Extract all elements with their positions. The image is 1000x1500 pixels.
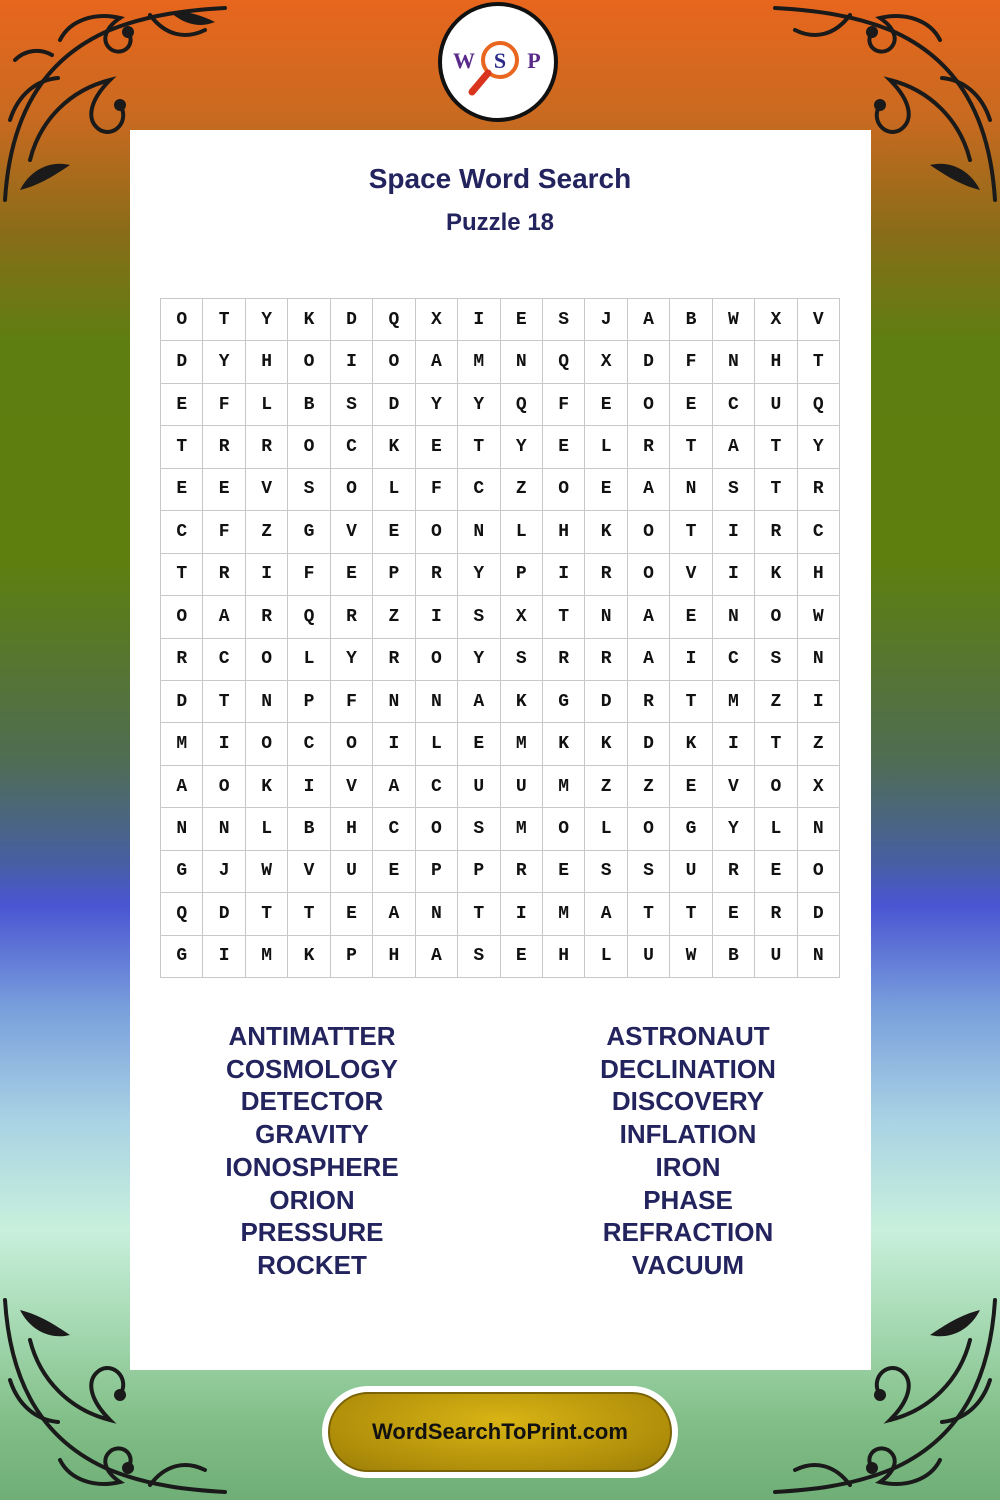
grid-cell[interactable]: I (713, 511, 755, 553)
grid-cell[interactable]: H (373, 936, 415, 978)
grid-cell[interactable]: E (373, 511, 415, 553)
grid-cell[interactable]: O (628, 554, 670, 596)
grid-cell[interactable]: M (161, 723, 203, 765)
grid-cell[interactable]: X (585, 341, 627, 383)
grid-cell[interactable]: E (713, 893, 755, 935)
grid-cell[interactable]: Q (798, 384, 840, 426)
grid-cell[interactable]: V (331, 511, 373, 553)
grid-cell[interactable]: K (543, 723, 585, 765)
grid-cell[interactable]: O (628, 384, 670, 426)
word-list-item: COSMOLOGY (226, 1053, 398, 1084)
letter-grid (160, 298, 840, 978)
grid-cell[interactable]: F (203, 511, 245, 553)
grid-cell[interactable]: O (798, 851, 840, 893)
grid-cell[interactable]: U (458, 766, 500, 808)
grid-cell[interactable]: N (798, 808, 840, 850)
grid-cell[interactable]: R (585, 639, 627, 681)
grid-cell[interactable]: V (331, 766, 373, 808)
grid-cell[interactable]: N (203, 808, 245, 850)
grid-cell[interactable]: A (161, 766, 203, 808)
grid-cell[interactable]: V (288, 851, 330, 893)
grid-cell[interactable]: R (755, 893, 797, 935)
grid-cell[interactable]: S (585, 851, 627, 893)
grid-cell[interactable]: K (755, 554, 797, 596)
grid-cell[interactable]: N (798, 936, 840, 978)
word-list-item: DETECTOR (240, 1086, 384, 1117)
grid-cell[interactable]: O (416, 639, 458, 681)
word-list-item: ORION (269, 1184, 355, 1215)
grid-cell[interactable]: H (246, 341, 288, 383)
grid-cell[interactable]: W (713, 299, 755, 341)
footer-badge[interactable] (322, 1386, 678, 1478)
grid-cell[interactable]: I (458, 299, 500, 341)
grid-cell[interactable]: R (246, 426, 288, 468)
grid-cell[interactable]: A (458, 681, 500, 723)
grid-cell[interactable]: O (331, 469, 373, 511)
grid-cell[interactable]: O (416, 511, 458, 553)
grid-cell[interactable]: F (203, 384, 245, 426)
grid-cell[interactable]: I (416, 596, 458, 638)
logo-letter-s: S (493, 48, 507, 73)
grid-cell[interactable]: T (755, 426, 797, 468)
grid-cell[interactable]: K (288, 299, 330, 341)
grid-cell[interactable]: S (458, 808, 500, 850)
grid-cell[interactable]: N (713, 341, 755, 383)
grid-cell[interactable]: G (161, 936, 203, 978)
grid-cell[interactable]: L (288, 639, 330, 681)
grid-cell[interactable]: T (543, 596, 585, 638)
grid-cell[interactable]: L (501, 511, 543, 553)
grid-cell[interactable]: T (288, 893, 330, 935)
grid-cell[interactable]: S (628, 851, 670, 893)
grid-cell[interactable]: Z (501, 469, 543, 511)
grid-cell[interactable]: T (755, 469, 797, 511)
word-list-item: DISCOVERY (611, 1086, 765, 1117)
grid-cell[interactable]: C (331, 426, 373, 468)
word-list-item: ROCKET (257, 1249, 367, 1280)
grid-cell[interactable]: R (161, 639, 203, 681)
grid-cell[interactable]: P (416, 851, 458, 893)
grid-cell[interactable]: R (628, 681, 670, 723)
grid-cell[interactable]: T (670, 511, 712, 553)
grid-cell[interactable]: C (458, 469, 500, 511)
grid-cell[interactable]: U (755, 936, 797, 978)
grid-cell[interactable]: O (246, 639, 288, 681)
grid-cell[interactable]: A (416, 341, 458, 383)
grid-cell[interactable]: G (288, 511, 330, 553)
grid-cell[interactable]: O (288, 426, 330, 468)
grid-cell[interactable]: J (203, 851, 245, 893)
grid-cell[interactable]: V (798, 299, 840, 341)
grid-cell[interactable]: S (501, 639, 543, 681)
word-list-item: ASTRONAUT (606, 1021, 770, 1051)
grid-cell[interactable]: M (501, 723, 543, 765)
grid-cell[interactable]: V (713, 766, 755, 808)
grid-cell[interactable]: I (713, 554, 755, 596)
grid-cell[interactable]: N (416, 681, 458, 723)
grid-cell[interactable]: T (670, 681, 712, 723)
grid-cell[interactable]: Y (203, 341, 245, 383)
grid-cell[interactable]: A (585, 893, 627, 935)
grid-cell[interactable]: A (373, 893, 415, 935)
page-title: Space Word Search (368, 163, 632, 194)
grid-cell[interactable]: R (203, 426, 245, 468)
grid-cell[interactable]: S (458, 596, 500, 638)
grid-cell[interactable]: F (670, 341, 712, 383)
grid-cell[interactable]: C (798, 511, 840, 553)
grid-cell[interactable]: D (798, 893, 840, 935)
grid-cell[interactable]: C (288, 723, 330, 765)
grid-cell[interactable]: C (203, 639, 245, 681)
grid-cell[interactable]: T (755, 723, 797, 765)
puzzle-number: Puzzle 18 (445, 209, 555, 236)
grid-cell[interactable]: L (246, 384, 288, 426)
word-list-item: PRESSURE (240, 1217, 384, 1248)
grid-cell[interactable]: E (161, 384, 203, 426)
word-list-item: PHASE (643, 1184, 733, 1215)
grid-cell[interactable]: T (670, 426, 712, 468)
grid-cell[interactable]: I (670, 639, 712, 681)
word-list-left (162, 1020, 462, 1282)
grid-cell[interactable]: N (373, 681, 415, 723)
grid-cell[interactable]: Y (713, 808, 755, 850)
grid-cell[interactable]: E (585, 469, 627, 511)
grid-cell[interactable]: A (713, 426, 755, 468)
grid-cell[interactable]: A (628, 596, 670, 638)
grid-cell[interactable]: E (458, 723, 500, 765)
grid-cell[interactable]: G (161, 851, 203, 893)
grid-cell[interactable]: L (755, 808, 797, 850)
grid-cell[interactable]: U (628, 936, 670, 978)
wsp-logo (438, 2, 558, 122)
grid-cell[interactable]: T (161, 426, 203, 468)
grid-cell[interactable]: K (585, 511, 627, 553)
grid-cell[interactable]: G (543, 681, 585, 723)
grid-cell[interactable]: D (628, 723, 670, 765)
grid-cell[interactable]: R (585, 554, 627, 596)
grid-cell[interactable]: T (161, 554, 203, 596)
grid-cell[interactable]: E (501, 299, 543, 341)
grid-cell[interactable]: V (670, 554, 712, 596)
grid-cell[interactable]: K (501, 681, 543, 723)
grid-cell[interactable]: T (203, 681, 245, 723)
grid-cell[interactable]: N (585, 596, 627, 638)
grid-cell[interactable]: B (288, 384, 330, 426)
grid-cell[interactable]: L (416, 723, 458, 765)
grid-cell[interactable]: K (288, 936, 330, 978)
grid-cell[interactable]: K (373, 426, 415, 468)
logo-letter-p: P (527, 48, 541, 73)
grid-cell[interactable]: N (713, 596, 755, 638)
grid-cell[interactable]: S (543, 299, 585, 341)
grid-cell[interactable]: Y (458, 384, 500, 426)
footer-link[interactable]: WordSearchToPrint.com (372, 1419, 628, 1444)
grid-cell[interactable]: A (628, 469, 670, 511)
grid-cell[interactable]: P (373, 554, 415, 596)
logo-letter-w: W (453, 48, 475, 73)
grid-cell[interactable]: N (501, 341, 543, 383)
word-list-item: REFRACTION (602, 1217, 774, 1248)
grid-cell[interactable]: E (670, 596, 712, 638)
grid-cell[interactable]: T (203, 299, 245, 341)
grid-cell[interactable]: E (161, 469, 203, 511)
grid-cell[interactable]: N (161, 808, 203, 850)
word-list-item: INFLATION (619, 1119, 757, 1150)
grid-cell[interactable]: P (501, 554, 543, 596)
grid-cell[interactable]: W (798, 596, 840, 638)
grid-cell[interactable]: T (458, 893, 500, 935)
grid-cell[interactable]: F (543, 384, 585, 426)
grid-cell[interactable]: E (203, 469, 245, 511)
grid-cell[interactable]: M (543, 893, 585, 935)
grid-cell[interactable]: W (670, 936, 712, 978)
grid-cell[interactable]: M (713, 681, 755, 723)
word-list-item: GRAVITY (255, 1119, 369, 1150)
grid-cell[interactable]: X (755, 299, 797, 341)
grid-cell[interactable]: T (246, 893, 288, 935)
grid-cell[interactable]: B (713, 936, 755, 978)
grid-cell[interactable]: O (543, 469, 585, 511)
grid-cell[interactable]: D (331, 299, 373, 341)
grid-cell[interactable]: A (416, 936, 458, 978)
grid-cell[interactable]: Z (373, 596, 415, 638)
grid-cell[interactable]: H (543, 511, 585, 553)
grid-cell[interactable]: A (628, 299, 670, 341)
grid-cell[interactable]: N (798, 639, 840, 681)
grid-cell[interactable]: O (331, 723, 373, 765)
grid-cell[interactable]: I (331, 341, 373, 383)
grid-cell[interactable]: U (755, 384, 797, 426)
grid-cell[interactable]: O (246, 723, 288, 765)
grid-cell[interactable]: H (543, 936, 585, 978)
grid-cell[interactable]: Y (331, 639, 373, 681)
grid-cell[interactable]: M (458, 341, 500, 383)
grid-cell[interactable]: L (585, 936, 627, 978)
grid-cell[interactable]: S (755, 639, 797, 681)
grid-cell[interactable]: B (288, 808, 330, 850)
grid-cell[interactable]: E (331, 554, 373, 596)
grid-cell[interactable]: G (670, 808, 712, 850)
word-list-item: DECLINATION (600, 1053, 776, 1084)
grid-cell[interactable]: F (288, 554, 330, 596)
grid-cell[interactable]: O (755, 766, 797, 808)
grid-cell[interactable]: V (246, 469, 288, 511)
grid-cell[interactable]: O (288, 341, 330, 383)
grid-cell[interactable]: L (585, 808, 627, 850)
grid-cell[interactable]: Z (628, 766, 670, 808)
word-list-item: IONOSPHERE (225, 1151, 399, 1182)
grid-cell[interactable]: U (331, 851, 373, 893)
grid-cell[interactable]: O (203, 766, 245, 808)
footer-button[interactable] (328, 1392, 672, 1472)
grid-cell[interactable]: O (755, 596, 797, 638)
grid-cell[interactable]: H (798, 554, 840, 596)
grid-cell[interactable]: R (373, 639, 415, 681)
grid-cell[interactable]: Y (416, 384, 458, 426)
grid-cell[interactable]: O (416, 808, 458, 850)
grid-cell[interactable]: T (458, 426, 500, 468)
grid-cell[interactable]: Q (288, 596, 330, 638)
grid-cell[interactable]: Y (458, 639, 500, 681)
grid-cell[interactable]: S (713, 469, 755, 511)
grid-cell[interactable]: K (585, 723, 627, 765)
grid-cell[interactable]: A (203, 596, 245, 638)
grid-cell[interactable]: S (331, 384, 373, 426)
grid-cell[interactable]: P (458, 851, 500, 893)
grid-cell[interactable]: H (755, 341, 797, 383)
grid-cell[interactable]: R (798, 469, 840, 511)
magnifier-icon (442, 6, 554, 118)
grid-cell[interactable]: C (373, 808, 415, 850)
grid-cell[interactable]: O (161, 299, 203, 341)
grid-cell[interactable]: I (203, 723, 245, 765)
grid-cell[interactable]: I (713, 723, 755, 765)
grid-cell[interactable]: E (670, 766, 712, 808)
grid-cell[interactable]: E (501, 936, 543, 978)
grid-cell[interactable]: D (161, 681, 203, 723)
grid-cell[interactable]: X (501, 596, 543, 638)
grid-cell[interactable]: I (373, 723, 415, 765)
grid-cell[interactable]: S (458, 936, 500, 978)
grid-cell[interactable]: Y (798, 426, 840, 468)
grid-cell[interactable]: X (798, 766, 840, 808)
grid-cell[interactable]: Q (161, 893, 203, 935)
grid-cell[interactable]: D (203, 893, 245, 935)
grid-cell[interactable]: D (373, 384, 415, 426)
grid-cell[interactable]: E (373, 851, 415, 893)
grid-cell[interactable]: R (501, 851, 543, 893)
grid-cell[interactable]: Z (798, 723, 840, 765)
grid-cell[interactable]: N (246, 681, 288, 723)
grid-cell[interactable]: M (543, 766, 585, 808)
grid-cell[interactable]: R (246, 596, 288, 638)
grid-cell[interactable]: I (543, 554, 585, 596)
grid-cell[interactable]: C (713, 639, 755, 681)
grid-cell[interactable]: I (288, 766, 330, 808)
grid-cell[interactable]: E (543, 426, 585, 468)
grid-cell[interactable]: D (161, 341, 203, 383)
grid-cell[interactable]: Z (246, 511, 288, 553)
grid-cell[interactable]: N (670, 469, 712, 511)
grid-cell[interactable]: Y (458, 554, 500, 596)
grid-cell[interactable]: C (161, 511, 203, 553)
grid-cell[interactable]: R (331, 596, 373, 638)
grid-cell[interactable]: R (543, 639, 585, 681)
grid-cell[interactable]: R (416, 554, 458, 596)
grid-cell[interactable]: T (628, 893, 670, 935)
grid-cell[interactable]: M (246, 936, 288, 978)
grid-cell[interactable]: J (585, 299, 627, 341)
grid-cell[interactable]: I (246, 554, 288, 596)
grid-cell[interactable]: O (628, 511, 670, 553)
grid-cell[interactable]: E (543, 851, 585, 893)
grid-cell[interactable]: O (161, 596, 203, 638)
word-list-right (538, 1020, 838, 1282)
grid-cell[interactable]: H (331, 808, 373, 850)
grid-cell[interactable]: R (203, 554, 245, 596)
grid-cell[interactable]: U (501, 766, 543, 808)
grid-cell[interactable]: L (373, 469, 415, 511)
grid-cell[interactable]: A (373, 766, 415, 808)
grid-cell[interactable]: C (713, 384, 755, 426)
grid-cell[interactable]: Q (373, 299, 415, 341)
grid-cell[interactable]: K (670, 723, 712, 765)
grid-cell[interactable]: F (416, 469, 458, 511)
grid-cell[interactable]: O (543, 808, 585, 850)
grid-cell[interactable]: I (798, 681, 840, 723)
grid-cell[interactable]: Z (755, 681, 797, 723)
grid-cell[interactable]: L (246, 808, 288, 850)
grid-cell[interactable]: Q (501, 384, 543, 426)
grid-cell[interactable]: R (713, 851, 755, 893)
grid-cell[interactable]: Z (585, 766, 627, 808)
grid-cell[interactable]: E (670, 384, 712, 426)
grid-cell[interactable]: R (755, 511, 797, 553)
grid-cell[interactable]: I (203, 936, 245, 978)
grid-cell[interactable]: K (246, 766, 288, 808)
grid-cell[interactable]: E (416, 426, 458, 468)
grid-cell[interactable]: C (416, 766, 458, 808)
grid-cell[interactable]: T (798, 341, 840, 383)
grid-cell[interactable]: A (628, 639, 670, 681)
grid-cell[interactable]: P (288, 681, 330, 723)
word-list-item: ANTIMATTER (228, 1021, 396, 1051)
grid-cell[interactable]: E (755, 851, 797, 893)
grid-cell[interactable]: E (331, 893, 373, 935)
grid-cell[interactable]: P (331, 936, 373, 978)
grid-cell[interactable]: D (628, 341, 670, 383)
grid-cell[interactable]: F (331, 681, 373, 723)
grid-cell[interactable]: X (416, 299, 458, 341)
grid-cell[interactable]: N (458, 511, 500, 553)
grid-cell[interactable]: M (501, 808, 543, 850)
grid-cell[interactable]: S (288, 469, 330, 511)
grid-cell[interactable]: E (585, 384, 627, 426)
grid-cell[interactable]: I (501, 893, 543, 935)
grid-cell[interactable]: D (585, 681, 627, 723)
grid-cell[interactable]: Y (246, 299, 288, 341)
grid-cell[interactable]: O (628, 808, 670, 850)
word-list-item: IRON (655, 1151, 721, 1182)
grid-cell[interactable]: L (585, 426, 627, 468)
grid-cell[interactable]: T (670, 893, 712, 935)
grid-cell[interactable]: O (373, 341, 415, 383)
grid-cell[interactable]: W (246, 851, 288, 893)
grid-cell[interactable]: B (670, 299, 712, 341)
grid-cell[interactable]: Y (501, 426, 543, 468)
grid-cell[interactable]: U (670, 851, 712, 893)
grid-cell[interactable]: N (416, 893, 458, 935)
grid-cell[interactable]: R (628, 426, 670, 468)
word-list-item: VACUUM (631, 1249, 745, 1280)
grid-cell[interactable]: Q (543, 341, 585, 383)
